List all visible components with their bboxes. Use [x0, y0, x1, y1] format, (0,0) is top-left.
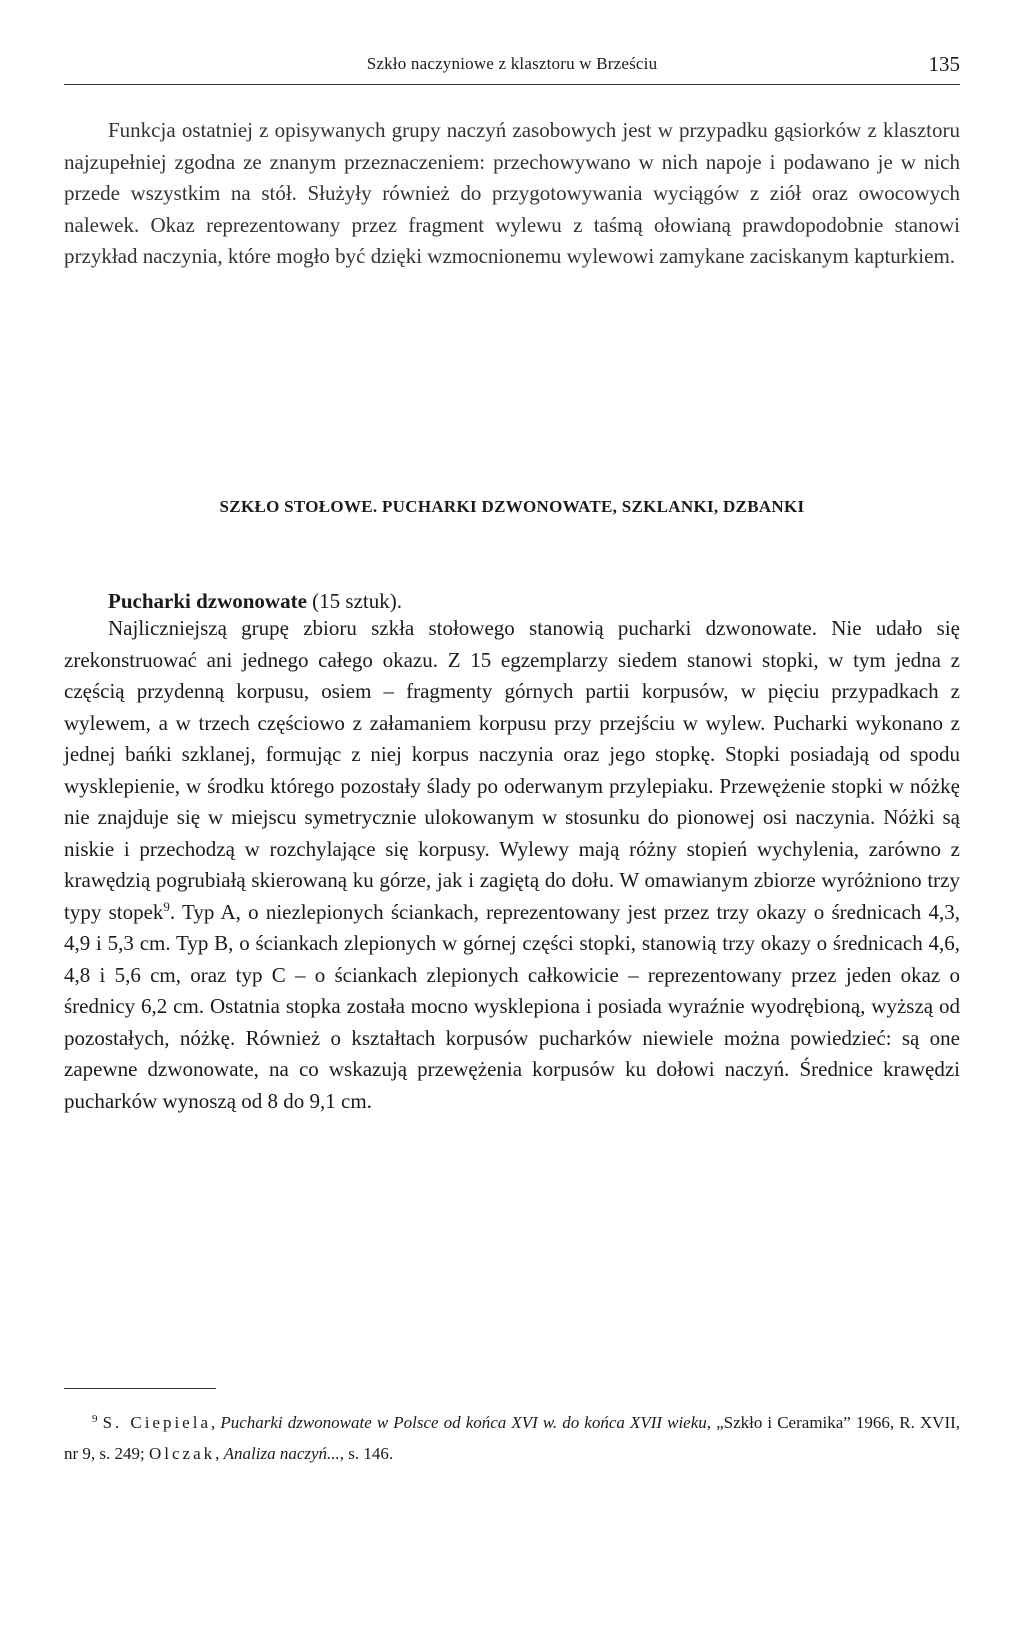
- footnote-end: , s. 146.: [339, 1444, 394, 1463]
- footnote-marker: 9: [92, 1413, 98, 1425]
- subheading-title: Pucharki dzwonowate: [108, 589, 307, 613]
- footnote-separator-2: ,: [215, 1444, 224, 1463]
- paragraph-pucharki-description: [64, 613, 960, 1117]
- section-heading: SZKŁO STOŁOWE. PUCHARKI DZWONOWATE, SZKLANKI, DZBANKI: [219, 497, 805, 516]
- footnote-title-pucharki: Pucharki dzwonowate w Polsce od końca XVI w. do końca XVII wieku: [220, 1413, 707, 1432]
- page-number: 135: [928, 52, 960, 76]
- paragraph-text-part-1: Najliczniejszą grupę zbioru szkła stołowego stanowią pucharki dzwonowate. Nie udało się zrekonstruować ani jednego całego okazu. Z 15 egzemplarzy siedem stanowi stopki, w tym jedna z częścią przydenną korpusu, osiem – fragmenty górnych partii korpusów, w pięciu przypadkach z wylewem, a w trzech częściowo z załamaniem korpusu przy przejściu w wylew. Pucharki wykonano z jednej bańki szklanej, formując z niej korpus naczynia oraz jego stopkę. Stopki posiadają od spodu wysklepienie, w środku którego pozostały ślady po oderwanym przylepiaku. Przewężenie stopki w nóżkę nie znajduje się w miejscu symetrycznie ulokowanym w stosunku do pionowej osi naczynia. Nóżki są niskie i przechodzą w rozchylające się korpusy. Wylewy mają różny stopień wychylenia, zarówno z krawędzią pogrubiałą skierowaną ku górze, jak i zagiętą do dołu. W omawianym zbiorze wyróżniono trzy typy stopek: [64, 616, 960, 924]
- running-title: Szkło naczyniowe z klasztoru w Brześciu: [366, 54, 658, 73]
- footnote-separator: ,: [211, 1413, 221, 1432]
- footnote: [64, 1404, 960, 1469]
- footnote-middle: , „Szkło i Ceramika” 1966, R. XVII, nr 9, s. 249;: [64, 1413, 961, 1463]
- footnote-author-olczak: Olczak: [149, 1444, 216, 1463]
- footnote-rule: [64, 1388, 216, 1389]
- subheading-count: (15 sztuk).: [306, 589, 402, 613]
- footnote-reference[interactable]: 9: [163, 898, 170, 914]
- footnote-title-analiza: Analiza naczyń...: [223, 1444, 340, 1463]
- paragraph-gasiorki-function: Funkcja ostatniej z opisywanych grupy naczyń zasobowych jest w przypadku gąsiorków z klasztoru najzupełniej zgodna ze znanym przeznaczeniem: przechowywano w nich napoje i podawano je w nich przede wszystkim na stół. Służyły również do przygotowywania wyciągów z ziół oraz owocowych nalewek. Okaz reprezentowany przez fragment wylewu z taśmą ołowianą prawdopodobnie stanowi przykład naczynia, które mogło być dzięki wzmocnionemu wylewowi zamykane zaciskanym kapturkiem.: [64, 118, 960, 268]
- running-header: [64, 52, 960, 84]
- footnote-author-ciepiela: S. Ciepiela: [102, 1413, 211, 1432]
- paragraph-text-part-2: . Typ A, o niezlepionych ściankach, reprezentowany jest przez trzy okazy o średnicach 4,3, 4,9 i 5,3 cm. Typ B, o ściankach zlepionych w górnej części stopki, stanowią trzy okazy o średnicach 4,6, 4,8 i 5,6 cm, oraz typ C – o ściankach zlepionych całkowicie – reprezentowany przez jeden okaz o średnicy 6,2 cm. Ostatnia stopka została mocno wysklepiona i posiada wyraźnie wyodrębioną, wyższą od pozostałych, nóżkę. Również o kształtach korpusów pucharków niewiele można powiedzieć: są one zapewne dzwonowate, na co wskazują przewężenia korpusów ku dołowi naczyń. Średnice krawędzi pucharków wynoszą od 8 do 9,1 cm.: [64, 899, 960, 1113]
- header-rule: [64, 84, 960, 85]
